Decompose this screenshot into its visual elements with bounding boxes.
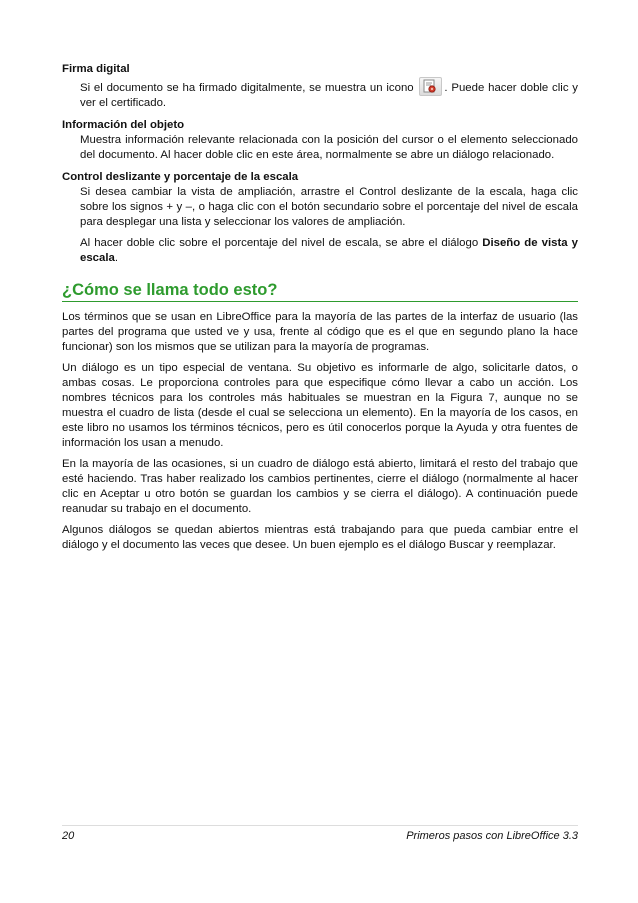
document-page — [62, 62, 578, 559]
control-text-before: Al hacer doble clic sobre el porcentaje del nivel de escala, se abre el diálogo — [80, 237, 483, 249]
section-control-deslizante — [62, 170, 578, 266]
page-number: 20 — [62, 830, 75, 842]
paragraph-ocasiones: En la mayoría de las ocasiones, si un cuadro de diálogo está abierto, limitará el resto del trabajo que esté haciendo. Tras haber realizado los cambios pertinentes, cierre el diálogo (normalmente al hacer clic en Aceptar u otro botón se guardan los cambios y se cierra el diálogo). A continuación puede reanudar su trabajo en el documento. — [62, 458, 578, 515]
dialog-name-bold: Diseño de vista y escala — [80, 237, 578, 264]
firma-text-before: Si el documento se ha firmado digitalmente, se muestra un icono — [80, 82, 414, 94]
section-heading: ¿Cómo se llama todo esto? — [62, 280, 578, 302]
firma-text-after: . Puede hacer doble clic y ver el certificado. — [80, 82, 578, 109]
section-informacion-objeto — [62, 118, 578, 163]
term-control-deslizante: Control deslizante y porcentaje de la escala — [62, 171, 299, 183]
paragraph-terminos: Los términos que se usan en LibreOffice para la mayoría de las partes de la interfaz de usuario (las partes del programa que usted ve y usa, frente al código que es el que en segundo plano la hace funcionar) son los mismos que se utilizan para la mayoría de programas. — [62, 311, 578, 353]
paragraph-dialogo: Un diálogo es un tipo especial de ventana. Su objetivo es informarle de algo, solicitarle datos, o ambas cosas. Le proporciona controles para que especifique cómo llevar a cabo un acción. Los nombres técnicos para los controles más habituales se muestran en la Figura 7, aunque no se muestra el cuadro de lista (desde el cual se selecciona un elemento). En la mayoría de los casos, en este libro no usamos los términos técnicos, pero es útil conocerlos porque la Ayuda y otra fuentes de información los usan a menudo. — [62, 362, 578, 449]
term-firma-digital: Firma digital — [62, 63, 130, 75]
page-footer — [62, 825, 578, 842]
paragraph-dialogos-abiertos: Algunos diálogos se quedan abiertos mientras está trabajando para que pueda cambiar entre el diálogo y el documento las veces que desee. Un buen ejemplo es el diálogo Buscar y reemplazar. — [62, 524, 578, 551]
control-text-after: . — [114, 252, 119, 264]
desc-informacion-objeto: Muestra información relevante relacionada con la posición del cursor o el elemento seleccionado del documento. Al hacer doble clic en este área, normalmente se abre un diálogo relacionado. — [80, 134, 578, 161]
term-informacion-objeto: Información del objeto — [62, 119, 185, 131]
desc-firma-digital — [80, 77, 578, 111]
book-title: Primeros pasos con LibreOffice 3.3 — [406, 830, 578, 842]
digital-signature-icon — [419, 77, 442, 96]
desc-control-deslizante-1: Si desea cambiar la vista de ampliación, arrastre el Control deslizante de la escala, haga clic sobre los signos + y –, o haga clic con el botón secundario sobre el porcentaje del nivel de escala para desplegar una lista y seleccionar los valores de ampliación. — [80, 186, 578, 228]
desc-control-deslizante-2 — [80, 236, 578, 266]
section-firma-digital — [62, 62, 578, 111]
